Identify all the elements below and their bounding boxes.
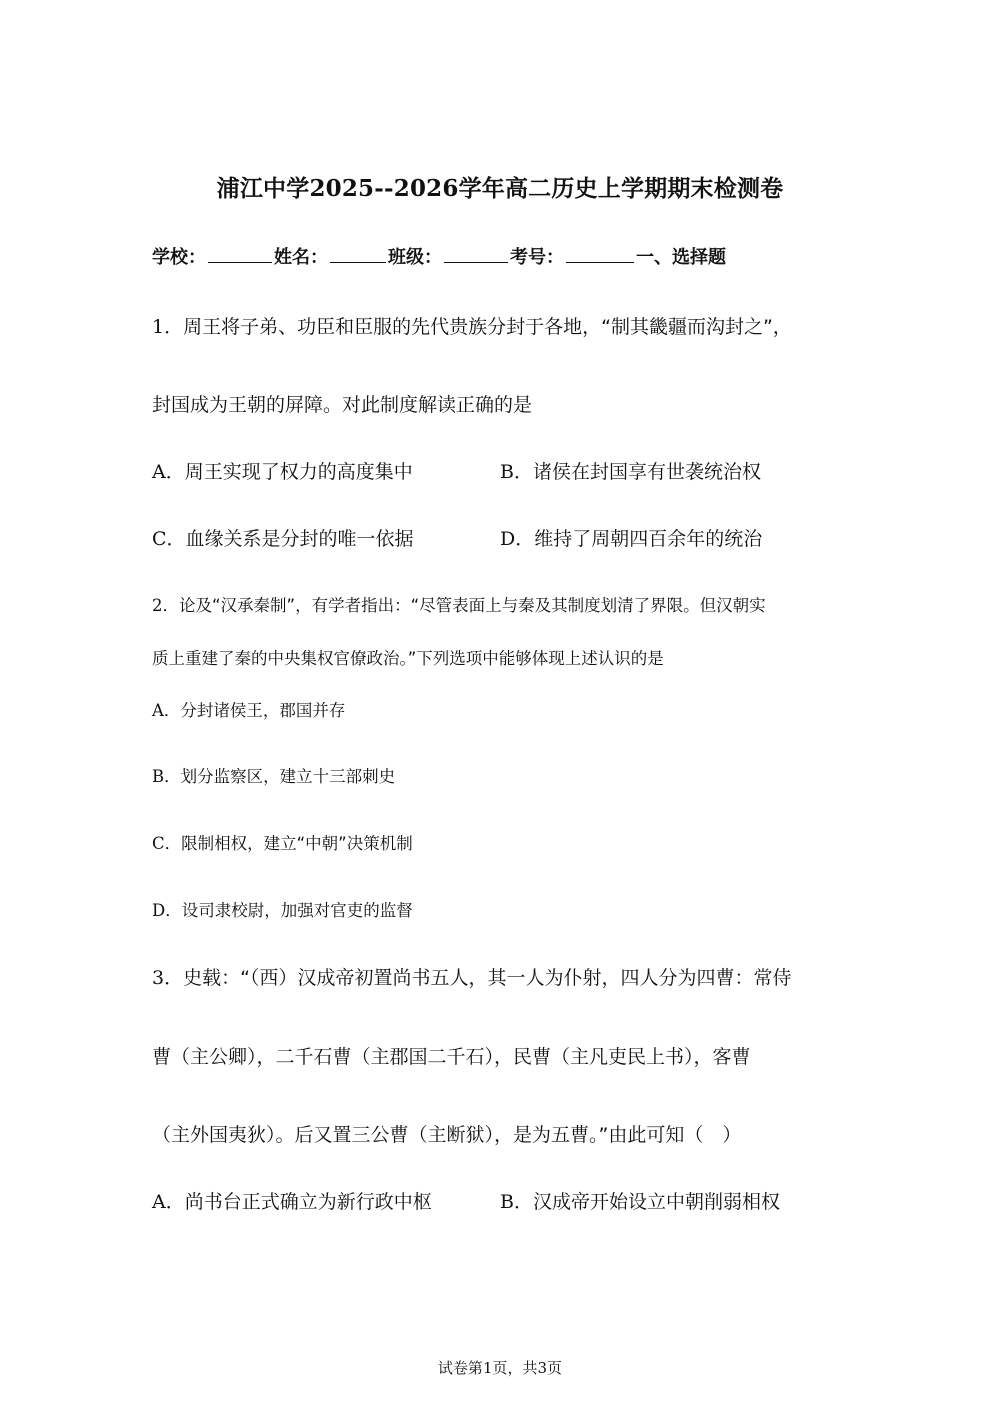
- q3-option-b: [500, 1187, 780, 1214]
- option-label: B．: [500, 1191, 533, 1213]
- q3-stem-line2: 曹（主公卿），二千石曹（主郡国二千石），民曹（主凡吏民上书），客曹: [152, 1046, 751, 1068]
- exam-no-blank: [566, 261, 634, 263]
- footer-pre: 试卷第: [437, 1359, 483, 1377]
- footer-post: 页: [547, 1359, 563, 1377]
- option-text: 维持了周朝四百余年的统治: [534, 528, 763, 550]
- q1-text1: 周王将子弟、功臣和臣服的先代贵族分封于各地，“制其畿疆而沟封之”，: [183, 316, 792, 338]
- option-label: A．: [152, 701, 181, 720]
- q2-stem-line1: [152, 592, 766, 616]
- option-text: 汉成帝开始设立中朝削弱相权: [532, 1191, 780, 1213]
- student-info-line: [152, 243, 726, 269]
- q1-option-a: [152, 457, 413, 484]
- option-label: D．: [152, 901, 182, 920]
- q2-option-b: [152, 763, 395, 787]
- exam-no-label: 考号：: [510, 247, 564, 268]
- option-text: 周王实现了权力的高度集中: [184, 461, 413, 483]
- q2-option-a: [152, 697, 345, 721]
- q1-number: 1．: [152, 316, 184, 338]
- q1-option-b: [500, 457, 761, 484]
- option-label: D．: [500, 528, 535, 550]
- option-text: 设司隶校尉，加强对官吏的监督: [181, 901, 413, 920]
- option-label: B．: [500, 461, 533, 483]
- footer-mid: 页，共: [492, 1359, 538, 1377]
- page-footer: [0, 1357, 1000, 1378]
- q2-option-d: [152, 897, 413, 921]
- school-blank: [208, 261, 272, 263]
- q1-option-c: [152, 524, 414, 551]
- q3-number: 3．: [152, 967, 184, 989]
- name-blank: [330, 261, 386, 263]
- section-heading: 一、选择题: [636, 247, 726, 268]
- school-label: 学校：: [152, 247, 206, 268]
- option-label: A．: [152, 1191, 185, 1213]
- option-text: 分封诸侯王，郡国并存: [180, 701, 346, 720]
- title-years: 2025--2026: [309, 175, 459, 202]
- footer-total-pages: 3: [537, 1359, 548, 1377]
- footer-page-number: 1: [482, 1359, 493, 1377]
- q2-text1: 论及“汉承秦制”，有学者指出：“尽管表面上与秦及其制度划清了界限。但汉朝实: [179, 596, 766, 615]
- q2-stem-line2: 质上重建了秦的中央集权官僚政治。”下列选项中能够体现上述认识的是: [152, 649, 664, 668]
- q1-option-d: [500, 524, 762, 551]
- name-label: 姓名：: [274, 247, 328, 268]
- q2-option-c: [152, 830, 413, 854]
- title-school: 浦江中学: [216, 176, 310, 202]
- option-text: 诸侯在封国享有世袭统治权: [532, 461, 761, 483]
- option-text: 尚书台正式确立为新行政中枢: [184, 1191, 432, 1213]
- option-text: 限制相权，建立“中朝”决策机制: [181, 834, 413, 853]
- class-label: 班级：: [388, 247, 442, 268]
- class-blank: [444, 261, 508, 263]
- q3-stem-line1: [152, 963, 791, 990]
- q3-option-a: [152, 1187, 432, 1214]
- title-suffix: 学年高二历史上学期期末检测卷: [458, 176, 784, 202]
- q1-stem-line2: 封国成为王朝的屏障。对此制度解读正确的是: [152, 394, 533, 416]
- option-text: 血缘关系是分封的唯一依据: [185, 528, 414, 550]
- option-text: 划分监察区，建立十三部刺史: [180, 767, 396, 786]
- option-label: C．: [152, 528, 186, 550]
- q1-stem-line1: [152, 312, 792, 339]
- q3-stem-line3: （主外国夷狄）。后又置三公曹（主断狱），是为五曹。”由此可知（ ）: [152, 1124, 742, 1146]
- option-label: C．: [152, 834, 182, 853]
- option-label: A．: [152, 461, 185, 483]
- option-label: B．: [152, 767, 181, 786]
- q2-number: 2．: [152, 596, 179, 615]
- q3-text1: 史载：“（西）汉成帝初置尚书五人，其一人为仆射，四人分为四曹：常侍: [183, 967, 792, 989]
- exam-title: [0, 170, 1000, 203]
